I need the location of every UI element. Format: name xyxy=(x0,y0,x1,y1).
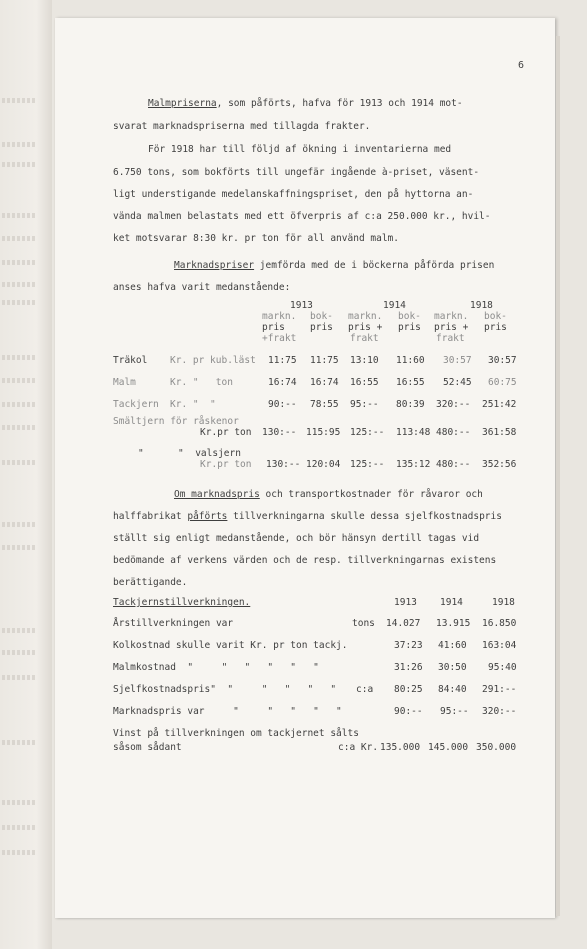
table-cell: 78:55 xyxy=(310,399,339,410)
ink-bleed xyxy=(2,162,36,167)
column-subheader: pris xyxy=(398,322,421,333)
table-cell: 480:-- xyxy=(436,459,471,470)
text-line: vända malmen belastats med ett öfverpris af c:a 250.000 kr., hvil- xyxy=(113,211,491,222)
row-unit: c:a Kr. xyxy=(338,742,379,753)
table-cell: 16:74 xyxy=(310,377,339,388)
table-cell: 90:-- xyxy=(268,399,297,410)
table-cell: 320:-- xyxy=(436,399,471,410)
table-cell: 80:39 xyxy=(396,399,425,410)
table-cell: 13.915 xyxy=(436,618,471,629)
text-line: 6.750 tons, som bokförts till ungefär ingående à-priset, väsent- xyxy=(113,167,480,178)
year-header: 1914 xyxy=(440,597,463,608)
table-cell: 31:26 xyxy=(394,662,423,673)
column-subheader: pris + xyxy=(348,322,383,333)
row-label: Sjelfkostnadspris" " " " " " xyxy=(113,684,337,695)
column-subheader: pris xyxy=(262,322,285,333)
column-subheader: frakt xyxy=(436,333,465,344)
table-cell: 120:04 xyxy=(306,459,341,470)
year-header: 1913 xyxy=(290,300,313,311)
row-label: Malm xyxy=(113,377,136,388)
table-cell: 320:-- xyxy=(482,706,517,717)
ink-bleed xyxy=(2,545,36,550)
table-cell: 60:75 xyxy=(488,377,517,388)
text-line xyxy=(148,98,463,110)
column-subheader: pris xyxy=(484,322,507,333)
table-cell: 90:-- xyxy=(394,706,423,717)
ink-bleed xyxy=(2,260,36,265)
table-cell: 130:-- xyxy=(262,427,297,438)
ink-bleed xyxy=(2,378,36,383)
column-subheader: bok- xyxy=(484,311,507,322)
row-label: såsom sådant xyxy=(113,742,182,753)
table-cell: 113:48 xyxy=(396,427,431,438)
ink-bleed xyxy=(2,628,36,633)
table-cell: 11:75 xyxy=(310,355,339,366)
row-unit: Kr.pr ton xyxy=(200,427,252,438)
ink-bleed xyxy=(2,800,36,805)
ink-bleed xyxy=(2,522,36,527)
row-label: Vinst på tillverkningen om tackjernet sålts xyxy=(113,728,359,739)
underlined-term: påförts xyxy=(187,511,228,522)
table-cell: 125:-- xyxy=(350,459,385,470)
year-header: 1918 xyxy=(492,597,515,608)
table-cell: 11:60 xyxy=(396,355,425,366)
row-label: Tackjern xyxy=(113,399,159,410)
table-cell: 145.000 xyxy=(428,742,469,753)
table-cell: 30:57 xyxy=(443,355,472,366)
table-cell: 291:-- xyxy=(482,684,517,695)
text-line: ligt understigande medelanskaffningspriset, den på hyttorna an- xyxy=(113,189,474,200)
ink-bleed xyxy=(2,650,36,655)
ink-bleed xyxy=(2,142,36,147)
column-subheader: markn. xyxy=(348,311,383,322)
row-label: Träkol xyxy=(113,355,148,366)
table-cell: 95:-- xyxy=(440,706,469,717)
text-fragment: jemförda med de i böckerna påförda prisen xyxy=(254,260,495,271)
underlined-term: Marknadspriser xyxy=(174,260,255,271)
table-cell: 14.027 xyxy=(386,618,421,629)
ink-bleed xyxy=(2,460,36,465)
row-unit: Kr.pr ton xyxy=(200,459,252,470)
ink-bleed xyxy=(2,98,36,103)
table-cell: 37:23 xyxy=(394,640,423,651)
text-line xyxy=(174,489,483,501)
column-subheader: bok- xyxy=(310,311,333,322)
column-subheader: markn. xyxy=(434,311,469,322)
table-cell: 125:-- xyxy=(350,427,385,438)
column-subheader: pris + xyxy=(434,322,469,333)
ink-bleed xyxy=(2,300,36,305)
column-subheader: +frakt xyxy=(262,333,297,344)
year-header: 1913 xyxy=(394,597,417,608)
ink-bleed xyxy=(2,213,36,218)
table-cell: 11:75 xyxy=(268,355,297,366)
row-label: Kolkostnad skulle varit Kr. pr ton tackj. xyxy=(113,640,348,651)
table-cell: 115:95 xyxy=(306,427,341,438)
table-cell: 16:55 xyxy=(396,377,425,388)
row-label: Marknadspris var " " " " " xyxy=(113,706,342,717)
text-line: bedömande af verkens värden och de resp. tillverkningarnas existens xyxy=(113,555,497,566)
table-cell: 251:42 xyxy=(482,399,517,410)
table-cell: 352:56 xyxy=(482,459,517,470)
table-cell: 16:74 xyxy=(268,377,297,388)
row-label: " " valsjern xyxy=(138,448,241,459)
text-line: berättigande. xyxy=(113,577,188,588)
table-cell: 52:45 xyxy=(443,377,472,388)
text-line xyxy=(174,260,494,272)
text-line: För 1918 har till följd af ökning i inventarierna med xyxy=(148,144,452,155)
row-label: Smältjern för råskenor xyxy=(113,416,239,427)
row-unit: Kr. " ton xyxy=(170,377,233,388)
ink-bleed xyxy=(2,675,36,680)
table-cell: 84:40 xyxy=(438,684,467,695)
text-fragment: halffabrikat xyxy=(113,511,188,522)
previous-page-edge xyxy=(0,0,52,949)
ink-bleed xyxy=(2,850,36,855)
table-cell: 13:10 xyxy=(350,355,379,366)
ink-bleed xyxy=(2,402,36,407)
text-fragment: och transportkostnader för råvaror och xyxy=(259,489,483,500)
text-line: svarat marknadspriserna med tillagda frakter. xyxy=(113,121,371,132)
ink-bleed xyxy=(2,825,36,830)
row-unit: tons xyxy=(352,618,375,629)
table-cell: 135.000 xyxy=(380,742,421,753)
text-line xyxy=(113,511,502,523)
section-heading: Tackjernstillverkningen. xyxy=(113,597,251,608)
row-unit: Kr. pr kub.läst xyxy=(170,355,256,366)
page-number: 6 xyxy=(518,60,525,71)
table-cell: 80:25 xyxy=(394,684,423,695)
column-subheader: pris xyxy=(310,322,333,333)
row-unit: c:a xyxy=(356,684,374,695)
table-cell: 480:-- xyxy=(436,427,471,438)
row-unit: Kr. " " xyxy=(170,399,216,410)
text-line: ställt sig enligt medanstående, och bör hänsyn dertill tagas vid xyxy=(113,533,480,544)
column-subheader: bok- xyxy=(398,311,421,322)
table-cell: 350.000 xyxy=(476,742,517,753)
year-header: 1914 xyxy=(383,300,406,311)
ink-bleed xyxy=(2,282,36,287)
table-cell: 30:50 xyxy=(438,662,467,673)
ink-bleed xyxy=(2,355,36,360)
ink-bleed xyxy=(2,236,36,241)
table-cell: 95:40 xyxy=(488,662,517,673)
table-cell: 130:-- xyxy=(266,459,301,470)
text-line: ket motsvarar 8:30 kr. pr ton för all använd malm. xyxy=(113,233,399,244)
underlined-term: Malmpriserna xyxy=(148,98,217,109)
table-cell: 16:55 xyxy=(350,377,379,388)
ink-bleed xyxy=(2,740,36,745)
table-cell: 16.850 xyxy=(482,618,517,629)
ink-bleed xyxy=(2,425,36,430)
underlined-term: Om marknadspris xyxy=(174,489,260,500)
text-line: anses hafva varit medanstående: xyxy=(113,282,291,293)
page-edge xyxy=(556,36,560,916)
column-subheader: markn. xyxy=(262,311,297,322)
row-label: Malmkostnad " " " " " " xyxy=(113,662,319,673)
text-fragment: tillverkningarna skulle dessa sjelfkostnadspris xyxy=(227,511,502,522)
text-fragment: , som påförts, hafva för 1913 och 1914 mot- xyxy=(216,98,463,109)
row-label: Årstillverkningen var xyxy=(113,618,234,629)
table-cell: 95:-- xyxy=(350,399,379,410)
table-cell: 41:60 xyxy=(438,640,467,651)
column-subheader: frakt xyxy=(350,333,379,344)
table-cell: 163:04 xyxy=(482,640,517,651)
table-cell: 30:57 xyxy=(488,355,517,366)
table-cell: 135:12 xyxy=(396,459,431,470)
year-header: 1918 xyxy=(470,300,493,311)
table-cell: 361:58 xyxy=(482,427,517,438)
